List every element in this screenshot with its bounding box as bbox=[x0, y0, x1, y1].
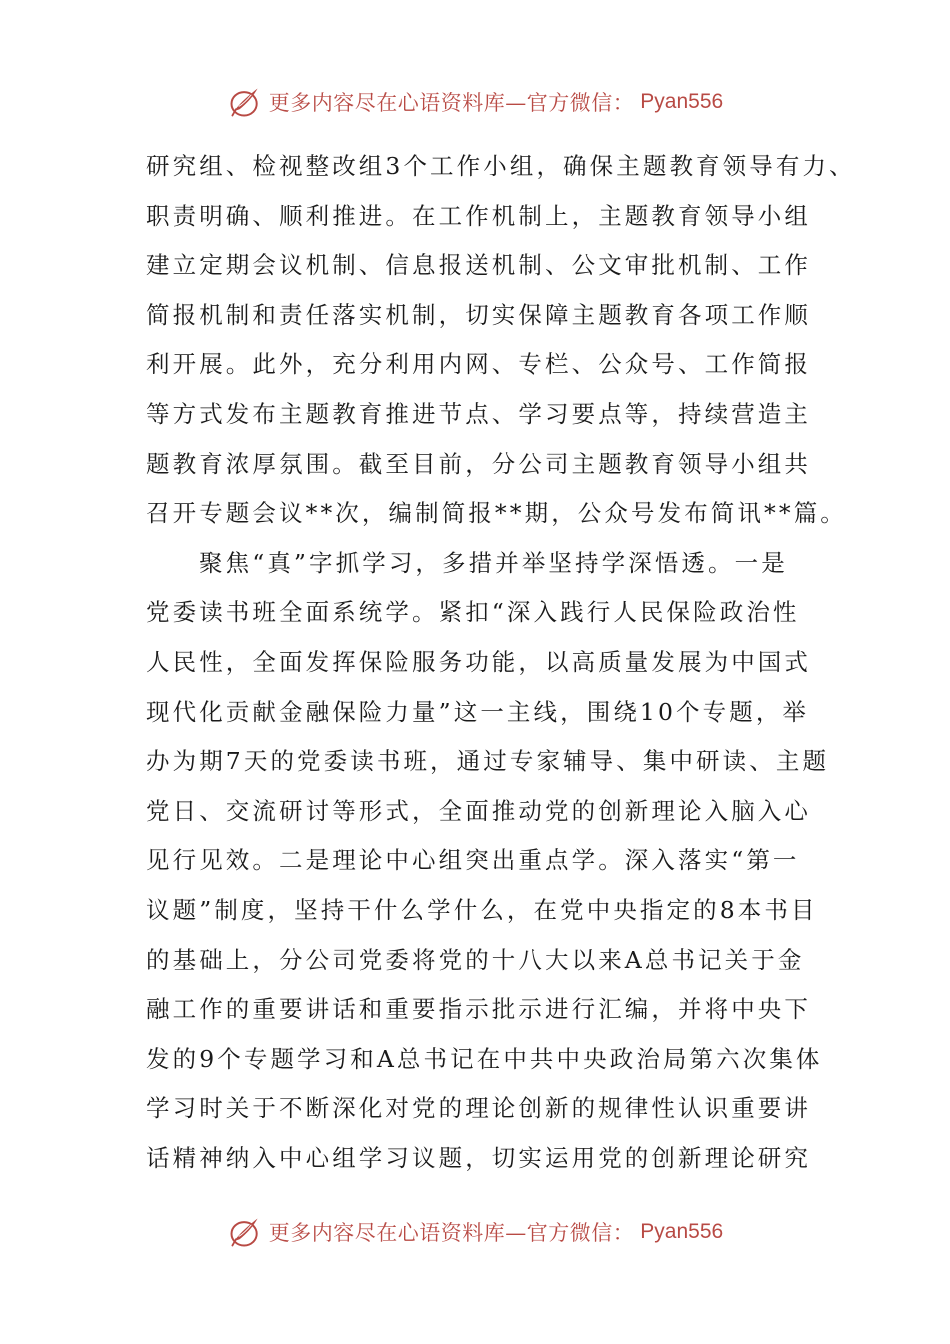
text-line: 聚焦“真”字抓学习，多措并举坚持学深悟透。一是 bbox=[199, 548, 788, 577]
text-line: 题教育浓厚氛围。截至目前，分公司主题教育领导小组共 bbox=[146, 449, 811, 478]
text-line: 发的9个专题学习和A总书记在中共中央政治局第六次集体 bbox=[146, 1044, 823, 1073]
header-banner bbox=[0, 82, 950, 122]
text-line: 办为期7天的党委读书班，通过专家辅导、集中研读、主题 bbox=[146, 747, 830, 776]
header-banner-text: 更多内容尽在心语资料库—官方微信： bbox=[268, 91, 635, 115]
text-line: 利开展。此外，充分利用内网、专栏、公众号、工作简报 bbox=[146, 350, 811, 379]
footer-banner-contact: Pyan556 bbox=[640, 1220, 724, 1243]
footer-banner-text: 更多内容尽在心语资料库—官方微信： bbox=[268, 1221, 635, 1245]
text-line: 学习时关于不断深化对党的理论创新的规律性认识重要讲 bbox=[146, 1094, 811, 1123]
footer-banner bbox=[0, 1212, 950, 1252]
text-line: 议题”制度，坚持干什么学什么，在党中央指定的8本书目 bbox=[146, 895, 818, 924]
header-banner-contact: Pyan556 bbox=[640, 90, 724, 113]
text-line: 见行见效。二是理论中心组突出重点学。深入落实“第一 bbox=[146, 846, 800, 875]
text-line: 建立定期会议机制、信息报送机制、公文审批机制、工作 bbox=[146, 251, 811, 280]
text-line: 职责明确、顺利推进。在工作机制上，主题教育领导小组 bbox=[146, 201, 811, 230]
text-line: 党日、交流研讨等形式，全面推动党的创新理论入脑入心 bbox=[146, 796, 811, 825]
text-line: 召开专题会议**次，编制简报**期，公众号发布简讯**篇。 bbox=[146, 499, 847, 528]
text-line: 话精神纳入中心组学习议题，切实运用党的创新理论研究 bbox=[146, 1143, 811, 1172]
quill-seal-icon bbox=[227, 1214, 263, 1250]
text-line: 融工作的重要讲话和重要指示批示进行汇编，并将中央下 bbox=[146, 995, 811, 1024]
text-line: 简报机制和责任落实机制，切实保障主题教育各项工作顺 bbox=[146, 300, 811, 329]
text-line: 的基础上，分公司党委将党的十八大以来A总书记关于金 bbox=[146, 945, 805, 974]
text-line: 现代化贡献金融保险力量”这一主线，围绕10个专题，举 bbox=[146, 697, 810, 726]
paragraph-2 bbox=[146, 539, 830, 1184]
text-line: 等方式发布主题教育推进节点、学习要点等，持续营造主 bbox=[146, 399, 811, 428]
text-line: 人民性，全面发挥保险服务功能，以高质量发展为中国式 bbox=[146, 647, 811, 676]
quill-seal-icon bbox=[227, 84, 263, 120]
text-line: 党委读书班全面系统学。紧扣“深入践行人民保险政治性 bbox=[146, 598, 800, 627]
paragraph-1 bbox=[146, 142, 856, 539]
document-body bbox=[146, 142, 856, 1183]
text-line: 研究组、检视整改组3个工作小组，确保主题教育领导有力、 bbox=[146, 152, 856, 180]
